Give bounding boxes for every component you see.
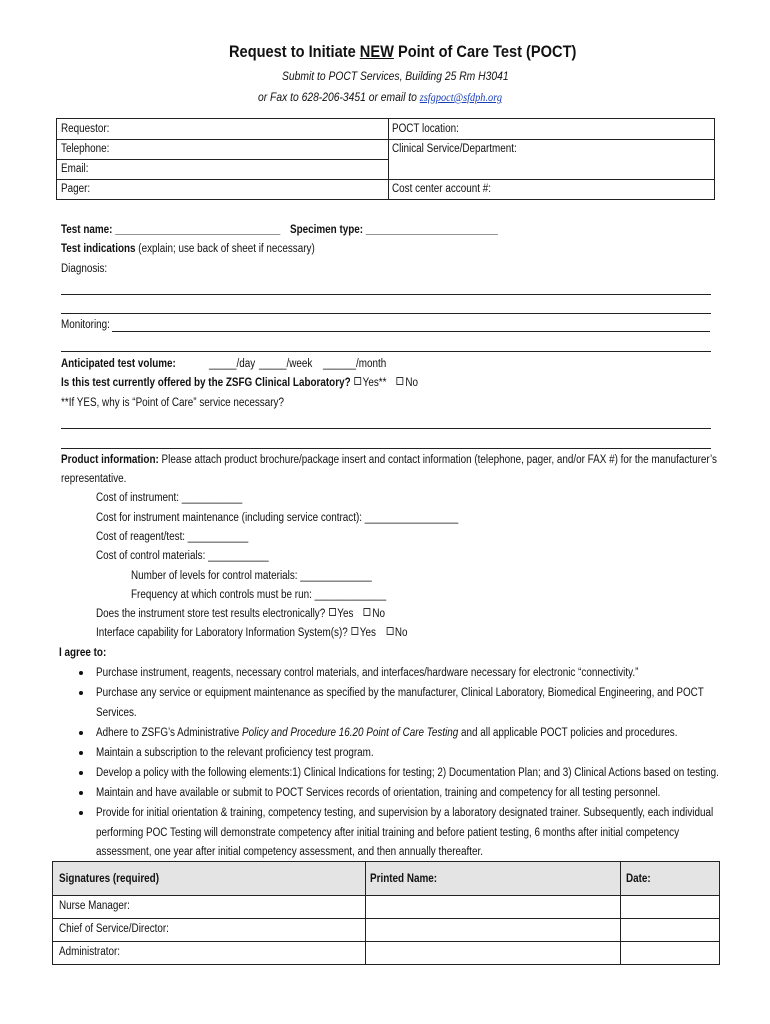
control-frequency-field[interactable]: Frequency at which controls must be run: _____________ xyxy=(131,589,387,601)
bullet xyxy=(79,671,83,675)
monitoring-line-1[interactable] xyxy=(112,331,710,332)
administrator-label: Administrator: xyxy=(59,946,121,958)
offered-question: Is this test currently offered by the ZSFG Clinical Laboratory? Yes** No xyxy=(61,377,419,389)
email-label: Email: xyxy=(61,163,89,175)
bullet xyxy=(79,731,83,735)
agree-item: Purchase any service or equipment maintenance as specified by the manufacturer, Clinical Laboratory, Biomedical Engineering, and POCT xyxy=(96,687,704,699)
interface-no-checkbox[interactable] xyxy=(386,627,393,635)
fax-instructions: or Fax to 628-206-3451 or email to zsfgpoct@sfdph.org xyxy=(258,90,502,104)
cost-control-field[interactable]: Cost of control materials: ___________ xyxy=(96,550,269,562)
agree-item: Provide for initial orientation & training, competency testing, and supervision by a laboratory designated trainer. Subsequently, each individual xyxy=(96,807,714,819)
diagnosis-line-1[interactable] xyxy=(61,294,711,295)
diagnosis-line-2[interactable] xyxy=(61,313,711,314)
bullet xyxy=(79,811,83,815)
test-indications-label: Test indications (explain; use back of sheet if necessary) xyxy=(61,243,315,255)
diagnosis-label: Diagnosis: xyxy=(61,263,108,275)
bullet xyxy=(79,791,83,795)
requestor-label: Requestor: xyxy=(61,123,110,135)
clinical-service-label: Clinical Service/Department: xyxy=(392,143,517,155)
agree-item: Purchase instrument, reagents, necessary control materials, and interfaces/hardware necessary for electronic “connectivity.” xyxy=(96,667,639,679)
nurse-manager-label: Nurse Manager: xyxy=(59,900,130,912)
submit-instructions: Submit to POCT Services, Building 25 Rm H3041 xyxy=(282,69,509,83)
offered-no-checkbox[interactable] xyxy=(397,377,404,385)
monitoring-label: Monitoring: xyxy=(61,319,110,331)
cost-reagent-field[interactable]: Cost of reagent/test: ___________ xyxy=(96,531,249,543)
monitoring-line-2[interactable] xyxy=(61,351,711,352)
specimen-type-field[interactable]: Specimen type: ________________________ xyxy=(290,224,498,236)
store-no-checkbox[interactable] xyxy=(364,608,371,616)
volume-month-field[interactable]: ______/month xyxy=(323,358,387,370)
agree-item-cont: Services. xyxy=(96,707,137,719)
agree-item: Maintain and have available or submit to POCT Services records of orientation, training and competency for all testing personnel. xyxy=(96,787,661,799)
product-info-text: Product information: Please attach product brochure/package insert and contact information (telephone, pager, and/or FAX #) for the manufacturer’s xyxy=(61,454,718,466)
store-yes-checkbox[interactable] xyxy=(329,608,336,616)
if-yes-line-1[interactable] xyxy=(61,428,711,429)
agree-item-cont: assessment, one year after initial competency assessment, and then annually thereafter. xyxy=(96,846,484,858)
agree-item: Maintain a subscription to the relevant proficiency test program. xyxy=(96,747,374,759)
bullet xyxy=(79,691,83,695)
volume-day-field[interactable]: _____/day xyxy=(209,358,256,370)
telephone-label: Telephone: xyxy=(61,143,110,155)
poct-location-label: POCT location: xyxy=(392,123,459,135)
test-volume-label: Anticipated test volume: xyxy=(61,358,176,370)
offered-yes-checkbox[interactable] xyxy=(354,377,361,385)
product-info-text-2: representative. xyxy=(61,473,127,485)
signatures-header: Signatures (required) xyxy=(59,873,160,885)
chief-of-service-label: Chief of Service/Director: xyxy=(59,923,169,935)
agree-item: Develop a policy with the following elements:1) Clinical Indications for testing; 2) Documentation Plan; and 3) Clinical Actions based on testing. xyxy=(96,767,719,779)
volume-week-field[interactable]: _____/week xyxy=(259,358,313,370)
printed-name-header: Printed Name: xyxy=(370,873,438,885)
email-link[interactable]: zsfgpoct@sfdph.org xyxy=(419,90,502,104)
agree-item: Adhere to ZSFG’s Administrative Policy and Procedure 16.20 Point of Care Testing and all applicable POCT policies and procedures. xyxy=(96,727,678,739)
cost-instrument-field[interactable]: Cost of instrument: ___________ xyxy=(96,492,243,504)
date-header: Date: xyxy=(626,873,651,885)
interface-question: Interface capability for Laboratory Information System(s)? Yes No xyxy=(96,627,408,639)
store-results-question: Does the instrument store test results electronically? Yes No xyxy=(96,608,385,620)
form-title: Request to Initiate NEW Point of Care Test (POCT) xyxy=(229,42,577,61)
pager-label: Pager: xyxy=(61,183,91,195)
agree-item-cont: performing POC Testing will demonstrate competency after initial training and before patient testing, 6 months after initial competency xyxy=(96,827,680,839)
cost-center-label: Cost center account #: xyxy=(392,183,491,195)
test-name-field[interactable]: Test name: ______________________________ xyxy=(61,224,281,236)
agree-heading: I agree to: xyxy=(59,647,107,659)
interface-yes-checkbox[interactable] xyxy=(351,627,358,635)
control-levels-field[interactable]: Number of levels for control materials: _____________ xyxy=(131,570,372,582)
if-yes-question: **If YES, why is “Point of Care” service necessary? xyxy=(61,397,284,409)
bullet xyxy=(79,771,83,775)
bullet xyxy=(79,751,83,755)
if-yes-line-2[interactable] xyxy=(61,448,711,449)
cost-maintenance-field[interactable]: Cost for instrument maintenance (including service contract): _________________ xyxy=(96,512,459,524)
